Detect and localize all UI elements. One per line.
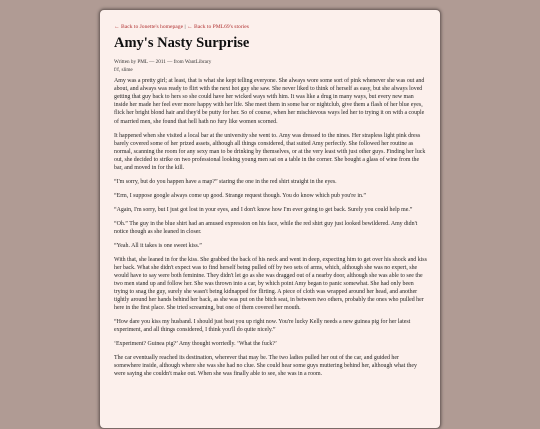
story-paragraph: “Again, I'm sorry, but I just got lost in your eyes, and I don't know how I'm ever going to get back. Surely you could help me.”: [114, 206, 413, 213]
story-paragraph: “Oh.” The guy in the blue shirt had an amused expression on his face, while the red shirt guy just looked bewildered. Amy didn't notice though as she leaned in closer.: [114, 220, 418, 235]
breadcrumb: [114, 24, 427, 30]
back-to-stories-link[interactable]: ← Back to PML69's stories: [187, 24, 249, 30]
story-paragraph: “I'm sorry, but do you happen have a map?” staring the one in the red shirt straight in the eyes.: [114, 178, 337, 185]
story-tags: f/f, slime: [114, 67, 133, 74]
story-paragraph: Amy was a pretty girl; at least, that is what she kept telling everyone. She always wore some sort of pink whenever she was out and about, and always was ready to flirt with the next hot guy she saw. She never liked to think of herself as easy, but she always loved getting that guy back to hers so she could have her wicked ways with him. It was like a drug in many ways, but every new man inside her made her feel ever more happy with her life. She meet them in some bar or nightclub, give them a flash of her blue eyes, flick her bright blond hair and they'd be putty for her. So of course, when her mischievous ways led her to trying it on with a couple of married men, she found that hell hath no fury like women scorned.: [114, 78, 425, 125]
story-body: [114, 77, 427, 378]
story-paragraph: The car eventually reached its destination, wherever that may be. The two ladies pulled her out of the car, and guided her somewhere inside, although where she was she had no clue. She could hear some guys muttering behind her, although what they were saying she couldn't make out. When she was finally able to see, she was in a room.: [114, 355, 417, 378]
story-paragraph: “How dare you kiss my husband. I should just beat you up right now. You're lucky Kelly needs a new guinea pig for her latest experiment, and all things considered, I think you'll do quite nicely.”: [114, 319, 411, 334]
story-paragraph: “Erm, I suppose google always come up good. Strange request though. You do know which pub you're in.”: [114, 192, 367, 199]
story-paragraph: With that, she leaned in for the kiss. She grabbed the back of his neck and went in deep, expecting him to get over his shock and kiss her back. What she didn't expect was to find herself being pulled off by two sets of arms, which, although she was no expert, she would have to say were both feminine. They didn't let go as she was dragged out of a nearby door, although she was able to see the two men stand up and follow her. She was thrown into a car, by which point Amy began to panic somewhat. She had only been trying to snag the guy, surely she wasn't being kidnapped for flirting. A piece of cloth was wrapped around her head, and another tightly around her hands behind her back, as she was put on the bitch seat, in between two others, probably the ones who pulled her here in the first place. She tried screaming, but one of them covered her mouth.: [114, 256, 427, 312]
story-paragraph: It happened when she visited a local bar at the university she went to. Amy was dressed to the nines. Her strapless light pink dress barely covered some of her prized assets, although all things considered, that suited Amy perfectly. She followed her routine as normal, scanning the room for any sexy man to be drinking by themselves, or at the very least with just other guys. Finding her luck out, she decided to strike on two professional looking young men sat on a table in the corner. She bought a glass of wine from the bar, and moved in for the kill.: [114, 132, 426, 171]
story-page: [99, 9, 441, 429]
story-title: Amy's Nasty Surprise: [114, 35, 250, 51]
story-paragraph: “Yeah. All it takes is one sweet kiss.”: [114, 242, 202, 249]
story-byline: Written by PML — 2011 — from WantLibrary: [114, 59, 212, 66]
back-to-homepage-link[interactable]: ← Back to Jonette's homepage: [114, 24, 184, 30]
nav-separator: |: [184, 24, 186, 30]
story-paragraph: ‘Experiment? Guinea pig?’ Amy thought worriedly. ‘What the fuck?’: [114, 341, 277, 348]
story-meta: [114, 58, 427, 74]
